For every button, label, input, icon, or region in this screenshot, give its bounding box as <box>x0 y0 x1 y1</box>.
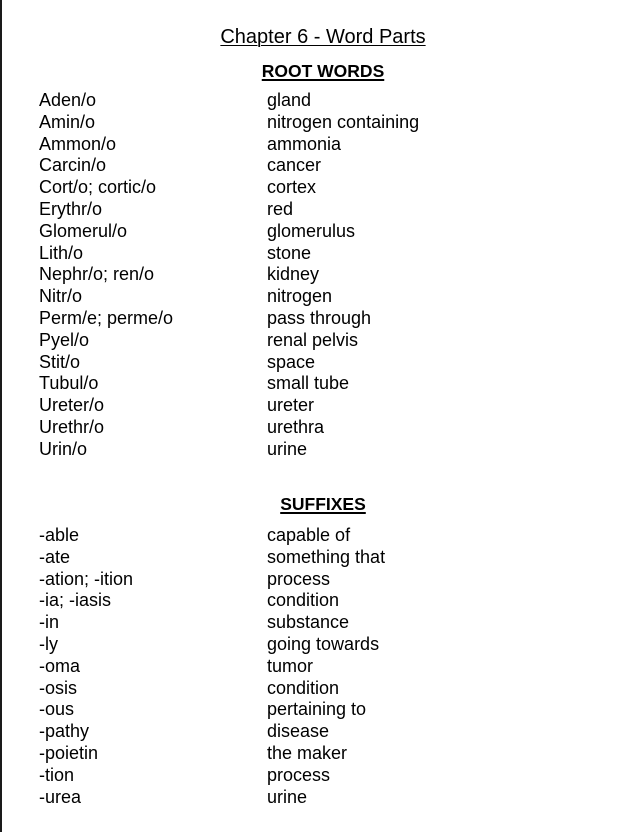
list-item <box>0 308 640 330</box>
root-word: Carcin/o <box>39 155 107 176</box>
list-item <box>0 134 640 156</box>
suffix-meaning: condition <box>267 677 340 698</box>
root-meaning: pass through <box>267 307 372 328</box>
list-item <box>0 547 640 569</box>
suffix: -in <box>39 612 60 633</box>
root-meaning: glomerulus <box>267 220 356 241</box>
list-item <box>0 525 640 547</box>
suffixes-heading: SUFFIXES <box>280 494 366 514</box>
root-word: Nephr/o; ren/o <box>39 264 155 285</box>
root-meaning: red <box>267 198 294 219</box>
suffix: -ous <box>39 699 75 720</box>
suffix: -ate <box>39 546 71 567</box>
suffix-meaning: process <box>267 764 331 785</box>
root-meaning: cortex <box>267 177 317 198</box>
suffix-meaning: condition <box>267 590 340 611</box>
list-item <box>0 177 640 199</box>
list-item <box>0 112 640 134</box>
list-item <box>0 264 640 286</box>
list-item <box>0 439 640 461</box>
root-word: Glomerul/o <box>39 220 128 241</box>
root-meaning: kidney <box>267 264 320 285</box>
suffix: -able <box>39 525 80 545</box>
list-item <box>0 417 640 439</box>
list-item <box>0 656 640 678</box>
root-word: Aden/o <box>39 90 97 110</box>
root-meaning: space <box>267 351 316 372</box>
list-item <box>0 590 640 612</box>
suffix-meaning: urine <box>267 786 308 807</box>
suffix: -ia; -iasis <box>39 590 112 611</box>
suffix-meaning: capable of <box>267 525 351 545</box>
suffix: -poietin <box>39 742 99 763</box>
suffix: -ly <box>39 633 58 654</box>
list-item <box>0 569 640 591</box>
list-item <box>0 352 640 374</box>
list-item <box>0 221 640 243</box>
suffix-meaning: something that <box>267 546 386 567</box>
root-words-heading: ROOT WORDS <box>261 61 385 81</box>
root-word: Perm/e; perme/o <box>39 307 174 328</box>
list-item <box>0 787 640 809</box>
root-meaning: urethra <box>267 416 325 437</box>
list-item <box>0 634 640 656</box>
list-item <box>0 678 640 700</box>
suffix: -osis <box>39 677 78 698</box>
suffixes-list <box>0 525 640 808</box>
root-word: Urethr/o <box>39 416 105 437</box>
root-word: Ureter/o <box>39 395 105 416</box>
root-word: Erythr/o <box>39 198 103 219</box>
suffix-meaning: tumor <box>267 655 314 676</box>
suffix: -pathy <box>39 721 90 742</box>
suffix-meaning: substance <box>267 612 350 633</box>
root-meaning: renal pelvis <box>267 329 359 350</box>
list-item <box>0 612 640 634</box>
suffix: -urea <box>39 786 82 807</box>
suffix-meaning: process <box>267 568 331 589</box>
root-meaning: nitrogen <box>267 286 333 307</box>
suffix-meaning: the maker <box>267 742 348 763</box>
root-meaning: urine <box>267 438 308 459</box>
root-meaning: gland <box>267 90 312 110</box>
root-meaning: ureter <box>267 395 315 416</box>
list-item <box>0 286 640 308</box>
root-meaning: cancer <box>267 155 322 176</box>
root-word: Amin/o <box>39 111 96 132</box>
root-meaning: nitrogen containing <box>267 111 420 132</box>
suffix-meaning: going towards <box>267 633 380 654</box>
root-meaning: small tube <box>267 373 350 394</box>
list-item <box>0 330 640 352</box>
list-item <box>0 373 640 395</box>
page-title: Chapter 6 - Word Parts <box>220 26 426 48</box>
list-item <box>0 743 640 765</box>
root-word: Pyel/o <box>39 329 90 350</box>
root-meaning: stone <box>267 242 312 263</box>
root-word: Ammon/o <box>39 133 117 154</box>
root-word: Nitr/o <box>39 286 83 307</box>
suffix-meaning: pertaining to <box>267 699 367 720</box>
list-item <box>0 395 640 417</box>
root-word: Lith/o <box>39 242 84 263</box>
list-item <box>0 721 640 743</box>
list-item <box>0 699 640 721</box>
list-item <box>0 243 640 265</box>
list-item <box>0 90 640 112</box>
root-word: Tubul/o <box>39 373 99 394</box>
suffix-meaning: disease <box>267 721 330 742</box>
list-item <box>0 155 640 177</box>
suffix: -oma <box>39 655 81 676</box>
root-word: Cort/o; cortic/o <box>39 177 157 198</box>
root-words-list <box>0 90 640 461</box>
list-item <box>0 765 640 787</box>
suffix: -tion <box>39 764 75 785</box>
root-word: Stit/o <box>39 351 81 372</box>
suffix: -ation; -ition <box>39 568 134 589</box>
root-meaning: ammonia <box>267 133 342 154</box>
root-word: Urin/o <box>39 438 88 459</box>
list-item <box>0 199 640 221</box>
